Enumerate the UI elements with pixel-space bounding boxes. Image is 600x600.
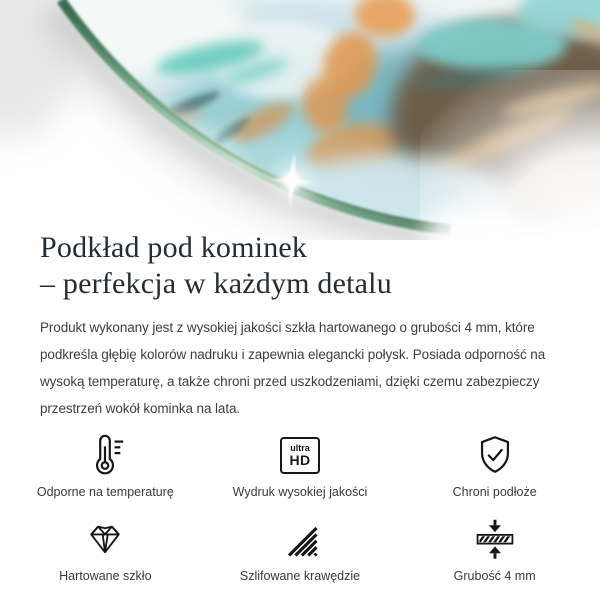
- glass-pad-illustration: [0, 0, 600, 240]
- page-title: [40, 230, 572, 302]
- product-description: Produkt wykonany jest z wysokiej jakości szkła hartowanego o grubości 4 mm, które podkreśla głębię kolorów nadruku i zapewnia elegancki połysk. Posiada odporność na wysoką temperaturę, a także chroni przed uszkodzeniami, dzięki czemu zabezpieczy przestrzeń wokół kominka na lata.: [40, 320, 546, 416]
- thermometer-icon: [82, 432, 128, 478]
- feature-label: Hartowane szkło: [59, 569, 152, 583]
- feature-item-polished-edges: [203, 516, 398, 584]
- feature-list: [8, 432, 592, 584]
- diamond-icon: [83, 517, 127, 561]
- title-line-1: Podkład pod kominek: [40, 231, 308, 264]
- feature-item-temperature: [8, 432, 203, 500]
- ultra-hd-icon-bottom-text: HD: [289, 452, 311, 468]
- hero-product-image: [0, 0, 600, 240]
- shield-check-icon: [472, 432, 518, 478]
- ultra-hd-icon: [280, 437, 320, 474]
- feature-label: Wydruk wysokiej jakości: [232, 485, 368, 499]
- feature-label: Odporne na temperaturę: [36, 485, 174, 499]
- feature-label: Chroni podłoże: [452, 485, 537, 499]
- feature-label: Szlifowane krawędzie: [239, 569, 361, 583]
- feature-item-tempered-glass: [8, 516, 203, 584]
- title-line-2: – perfekcja w każdym detalu: [40, 267, 392, 300]
- polished-edges-icon: [278, 517, 322, 561]
- product-info-section: [0, 230, 600, 422]
- feature-item-print-quality: [203, 432, 398, 500]
- ultra-hd-icon-top-text: ultra: [290, 443, 310, 453]
- thickness-icon: [473, 517, 517, 561]
- feature-label: Grubość 4 mm: [453, 569, 536, 583]
- feature-item-thickness: [397, 516, 592, 584]
- feature-item-protects-floor: [397, 432, 592, 500]
